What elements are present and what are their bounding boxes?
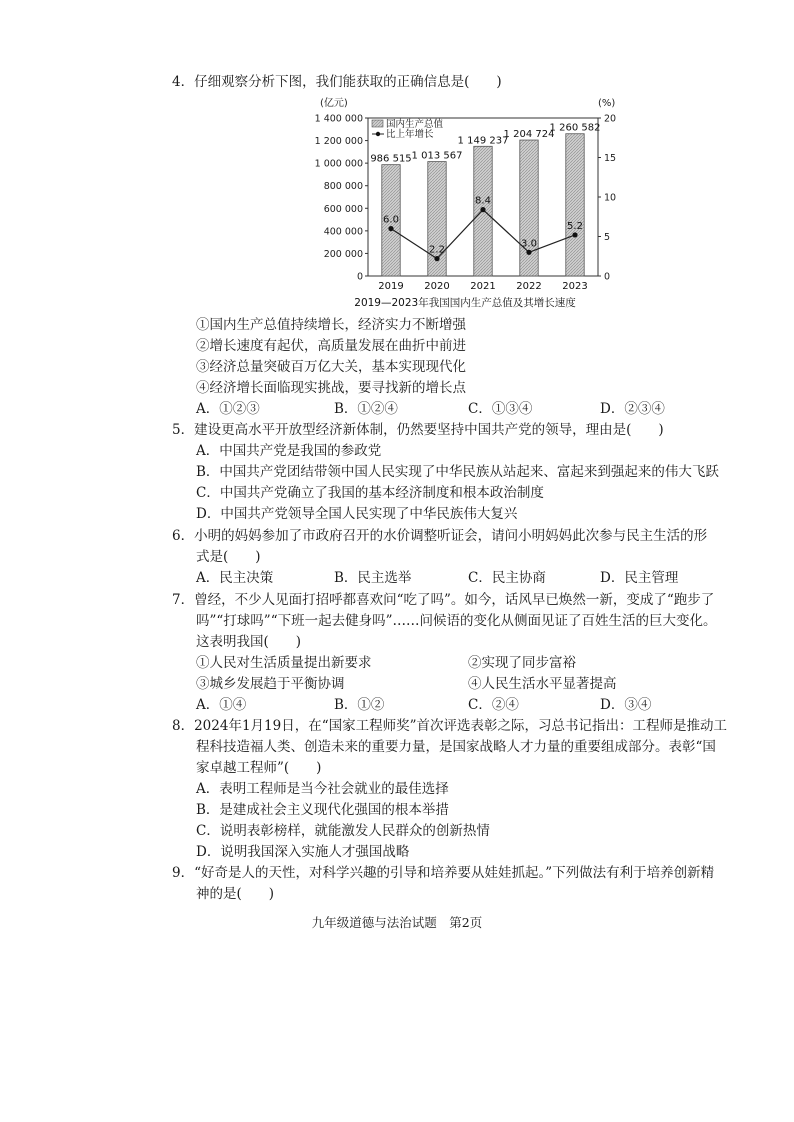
q8-stem-line-3: 家卓越工程师”( ) (196, 760, 322, 776)
q8-option-b[interactable]: B．是建成社会主义现代化强国的根本举措 (196, 802, 449, 818)
q4-stem: 4．仔细观察分析下图，我们能获取的正确信息是( ) (172, 74, 502, 90)
q8-option-a[interactable]: A．表明工程师是当今社会就业的最佳选择 (196, 781, 449, 797)
growth-value-label-2022: 3.0 (521, 238, 537, 250)
y-axis-right-label: (%) (598, 98, 616, 109)
q5-option-d[interactable]: D．中国共产党领导全国人民实现了中华民族伟大复兴 (196, 506, 518, 522)
q5-stem: 5．建设更高水平开放型经济新体制，仍然要坚持中国共产党的领导，理由是( ) (172, 422, 664, 438)
growth-value-label-2019: 6.0 (383, 214, 399, 226)
gdp-bar-2023 (566, 134, 584, 276)
gdp-value-label-2022: 1 204 724 (503, 129, 555, 141)
q9-stem-line-2: 神的是( ) (196, 886, 275, 902)
growth-value-label-2023: 5.2 (567, 220, 583, 232)
page-footer: 九年级道德与法治试题 第2页 (311, 915, 483, 930)
y-left-tick-label: 1 000 000 (314, 158, 363, 170)
y-left-tick-label: 0 (356, 271, 363, 283)
chart-title: 2019—2023年我国国内生产总值及其增长速度 (354, 297, 576, 309)
q4-choice-d[interactable]: D．②③④ (600, 401, 665, 417)
q9-stem-line-1: 9．“好奇是人的天性，对科学兴趣的引导和培养要从娃娃抓起。”下列做法有利于培养创新精 (172, 865, 715, 881)
q5-option-a[interactable]: A．中国共产党是我国的参政党 (196, 443, 382, 459)
gdp-value-label-2023: 1 260 582 (549, 122, 601, 134)
legend-bar-label: 国内生产总值 (386, 119, 444, 130)
q5-option-c[interactable]: C．中国共产党确立了我国的基本经济制度和根本政治制度 (196, 485, 544, 501)
growth-point-2022 (526, 250, 531, 255)
gdp-chart (300, 94, 630, 314)
q8-option-c[interactable]: C．说明表彰榜样，就能激发人民群众的创新热情 (196, 823, 490, 839)
y-left-tick-label: 200 000 (323, 248, 363, 260)
q4-choice-a[interactable]: A．①②③ (196, 401, 260, 417)
q7-stem-line-2: 吗”“打球吗”“下班一起去健身吗”……问候语的变化从侧面见证了百姓生活的巨大变化。 (196, 613, 717, 629)
q7-choice-b[interactable]: B．①② (334, 697, 385, 713)
gdp-value-label-2019: 986 515 (370, 153, 412, 165)
q4-statement-1: ①国内生产总值持续增长，经济实力不断增强 (196, 317, 466, 333)
q7-choice-c[interactable]: C．②④ (468, 697, 519, 713)
x-tick-label-2023: 2023 (562, 281, 588, 292)
gdp-bar-2022 (520, 140, 538, 276)
q5-option-b[interactable]: B．中国共产党团结带领中国人民实现了中华民族从站起来、富起来到强起来的伟大飞跃 (196, 464, 719, 480)
q6-choice-a[interactable]: A．民主决策 (196, 570, 274, 586)
q4-statement-2: ②增长速度有起伏，高质量发展在曲折中前进 (196, 338, 466, 354)
y-axis-left-label: (亿元) (320, 98, 348, 109)
x-tick-label-2021: 2021 (470, 281, 496, 292)
q8-stem-line-2: 程科技造福人类、创造未来的重要力量，是国家战略人才力量的重要组成部分。表彰“国 (196, 739, 716, 755)
legend-line-label: 比上年增长 (386, 129, 434, 140)
q4-statement-3: ③经济总量突破百万亿大关，基本实现现代化 (196, 359, 466, 375)
q7-choice-d[interactable]: D．③④ (600, 697, 652, 713)
growth-point-2020 (434, 256, 439, 261)
q6-choice-d[interactable]: D．民主管理 (600, 570, 679, 586)
y-left-tick-label: 800 000 (323, 181, 363, 193)
x-tick-label-2022: 2022 (516, 281, 542, 292)
y-left-tick-label: 400 000 (323, 226, 363, 238)
gdp-value-label-2021: 1 149 237 (457, 135, 509, 147)
legend-line-marker (376, 132, 380, 136)
q4-choice-b[interactable]: B．①②④ (334, 401, 398, 417)
q6-stem-line-1: 6．小明的妈妈参加了市政府召开的水价调整听证会，请问小明妈妈此次参与民主生活的形 (172, 528, 708, 544)
y-left-tick-label: 1 200 000 (314, 136, 363, 148)
q7-stem-line-3: 这表明我国( ) (196, 634, 302, 650)
q7-choice-a[interactable]: A．①④ (196, 697, 247, 713)
q7-statement-1: ①人民对生活质量提出新要求 (196, 655, 372, 671)
q4-statement-4: ④经济增长面临现实挑战，要寻找新的增长点 (196, 380, 466, 396)
growth-value-label-2021: 8.4 (475, 195, 491, 207)
q6-stem-line-2: 式是( ) (196, 549, 261, 565)
y-right-tick-label: 15 (604, 153, 617, 164)
x-tick-label-2020: 2020 (424, 281, 450, 292)
q6-choice-b[interactable]: B．民主选举 (334, 570, 412, 586)
growth-value-label-2020: 2.2 (429, 244, 445, 256)
x-tick-label-2019: 2019 (378, 281, 404, 292)
y-right-tick-label: 20 (604, 113, 617, 125)
growth-point-2023 (572, 232, 577, 237)
growth-point-2019 (388, 226, 393, 231)
legend-bar-swatch (372, 120, 383, 127)
q7-statement-2: ②实现了同步富裕 (468, 655, 576, 671)
gdp-value-label-2020: 1 013 567 (411, 150, 463, 162)
y-left-tick-label: 600 000 (323, 203, 363, 215)
y-left-tick-label: 1 400 000 (314, 113, 363, 125)
y-right-tick-label: 5 (604, 232, 611, 243)
growth-point-2021 (480, 207, 485, 212)
y-right-tick-label: 0 (604, 271, 611, 283)
q6-choice-c[interactable]: C．民主协商 (468, 570, 546, 586)
q7-statement-4: ④人民生活水平显著提高 (468, 676, 617, 692)
q7-statement-3: ③城乡发展趋于平衡协调 (196, 676, 345, 692)
q4-choice-c[interactable]: C．①③④ (468, 401, 533, 417)
q8-option-d[interactable]: D．说明我国深入实施人才强国战略 (196, 844, 410, 860)
y-right-tick-label: 10 (604, 192, 617, 204)
q8-stem-line-1: 8．2024年1月19日，在“国家工程师奖”首次评选表彰之际，习总书记指出：工程师是推动工 (172, 718, 728, 734)
gdp-chart-svg (300, 94, 630, 314)
q7-stem-line-1: 7．曾经，不少人见面打招呼都喜欢问“吃了吗”。如今，话风早已焕然一新，变成了“跑步了 (172, 592, 715, 608)
